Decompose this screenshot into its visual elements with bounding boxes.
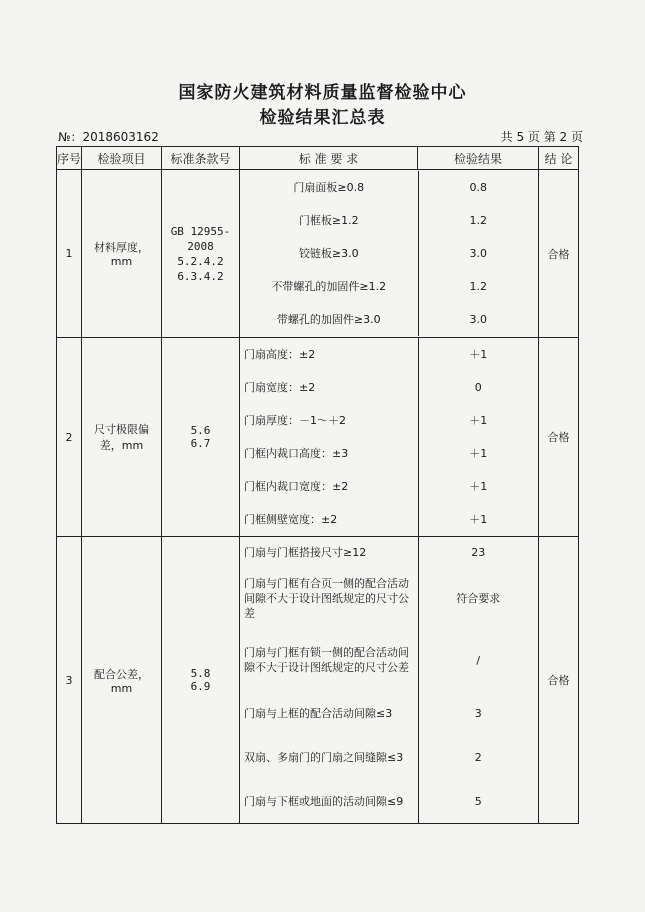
item-cell: 尺寸极限偏 差，mm (82, 338, 162, 537)
result-value: 2 (418, 735, 538, 779)
sub-items (240, 170, 539, 338)
result-value: 3.0 (418, 303, 538, 336)
seq-cell: 2 (57, 338, 82, 537)
col-result: 检验结果 (418, 147, 539, 170)
req-text: 门扇宽度：±2 (244, 381, 316, 394)
result-value: 3 (418, 691, 538, 735)
result-value: 0.8 (418, 171, 538, 204)
req-text: 门扇面板≥0.8 (293, 181, 365, 194)
seq-cell: 1 (57, 170, 82, 338)
req-text: 带螺孔的加固件≥3.0 (276, 313, 381, 326)
result-value: ＋1 (418, 470, 538, 503)
req-text: 门框内裁口高度：±3 (244, 447, 349, 460)
req-text: 门框内裁口宽度：±2 (244, 480, 349, 493)
result-value: 3.0 (418, 237, 538, 270)
req-text: 门扇与门框有锁一侧的配合活动间隙不大于设计图纸规定的尺寸公差 (244, 646, 409, 674)
col-conclusion: 结 论 (539, 147, 579, 170)
result-value: ＋1 (418, 437, 538, 470)
req-text: 门扇与下框或地面的活动间隙≤9 (244, 794, 404, 808)
result-value: 1.2 (418, 270, 538, 303)
doc-title: 检验结果汇总表 (259, 108, 386, 128)
col-clause: 标准条款号 (162, 147, 240, 170)
result-value: 符合要求 (418, 567, 538, 629)
req-text: 门扇厚度：－1～＋2 (244, 414, 346, 427)
req-text: 门扇与门框搭接尺寸≥12 (244, 545, 367, 559)
clause-cell: GB 12955- 2008 5.2.4.2 6.3.4.2 (162, 170, 240, 338)
item-cell: 配合公差， mm (82, 537, 162, 824)
result-value: 23 (418, 537, 538, 567)
table-row (57, 338, 579, 537)
result-value: 0 (418, 371, 538, 404)
req-text: 门扇与上框的配合活动间隙≤3 (244, 706, 393, 720)
result-value: / (418, 629, 538, 691)
conclusion-cell: 合格 (539, 170, 579, 338)
sub-items (240, 537, 539, 824)
req-text: 双扇、多扇门的门扇之间缝隙≤3 (244, 750, 404, 764)
req-text: 门框侧壁宽度：±2 (244, 513, 338, 526)
seq-cell: 3 (57, 537, 82, 824)
result-value: ＋1 (418, 503, 538, 536)
req-text: 铰链板≥3.0 (298, 247, 359, 260)
col-req: 标 准 要 求 (240, 147, 418, 170)
org-title: 国家防火建筑材料质量监督检验中心 (178, 83, 467, 103)
result-value: ＋1 (418, 338, 538, 371)
col-seq: 序号 (57, 147, 82, 170)
report-number: №：2018603162 (58, 130, 159, 144)
results-table (56, 146, 579, 824)
req-text: 门扇与门框有合页一侧的配合活动间隙不大于设计图纸规定的尺寸公差 (244, 576, 409, 620)
clause-cell: 5.8 6.9 (162, 537, 240, 824)
item-cell: 材料厚度， mm (82, 170, 162, 338)
table-row (57, 537, 579, 824)
col-item: 检验项目 (82, 147, 162, 170)
result-value: 1.2 (418, 204, 538, 237)
header-row (57, 147, 579, 170)
result-value: ＋1 (418, 404, 538, 437)
conclusion-cell: 合格 (539, 537, 579, 824)
clause-cell: 5.6 6.7 (162, 338, 240, 537)
result-value: 5 (418, 779, 538, 823)
req-text: 门扇高度：±2 (244, 348, 316, 361)
conclusion-cell: 合格 (539, 338, 579, 537)
sub-items (240, 338, 539, 537)
page-info: 共 5 页 第 2 页 (500, 130, 583, 144)
req-text: 门框板≥1.2 (298, 214, 359, 227)
req-text: 不带螺孔的加固件≥1.2 (271, 280, 387, 293)
table-row (57, 170, 579, 338)
